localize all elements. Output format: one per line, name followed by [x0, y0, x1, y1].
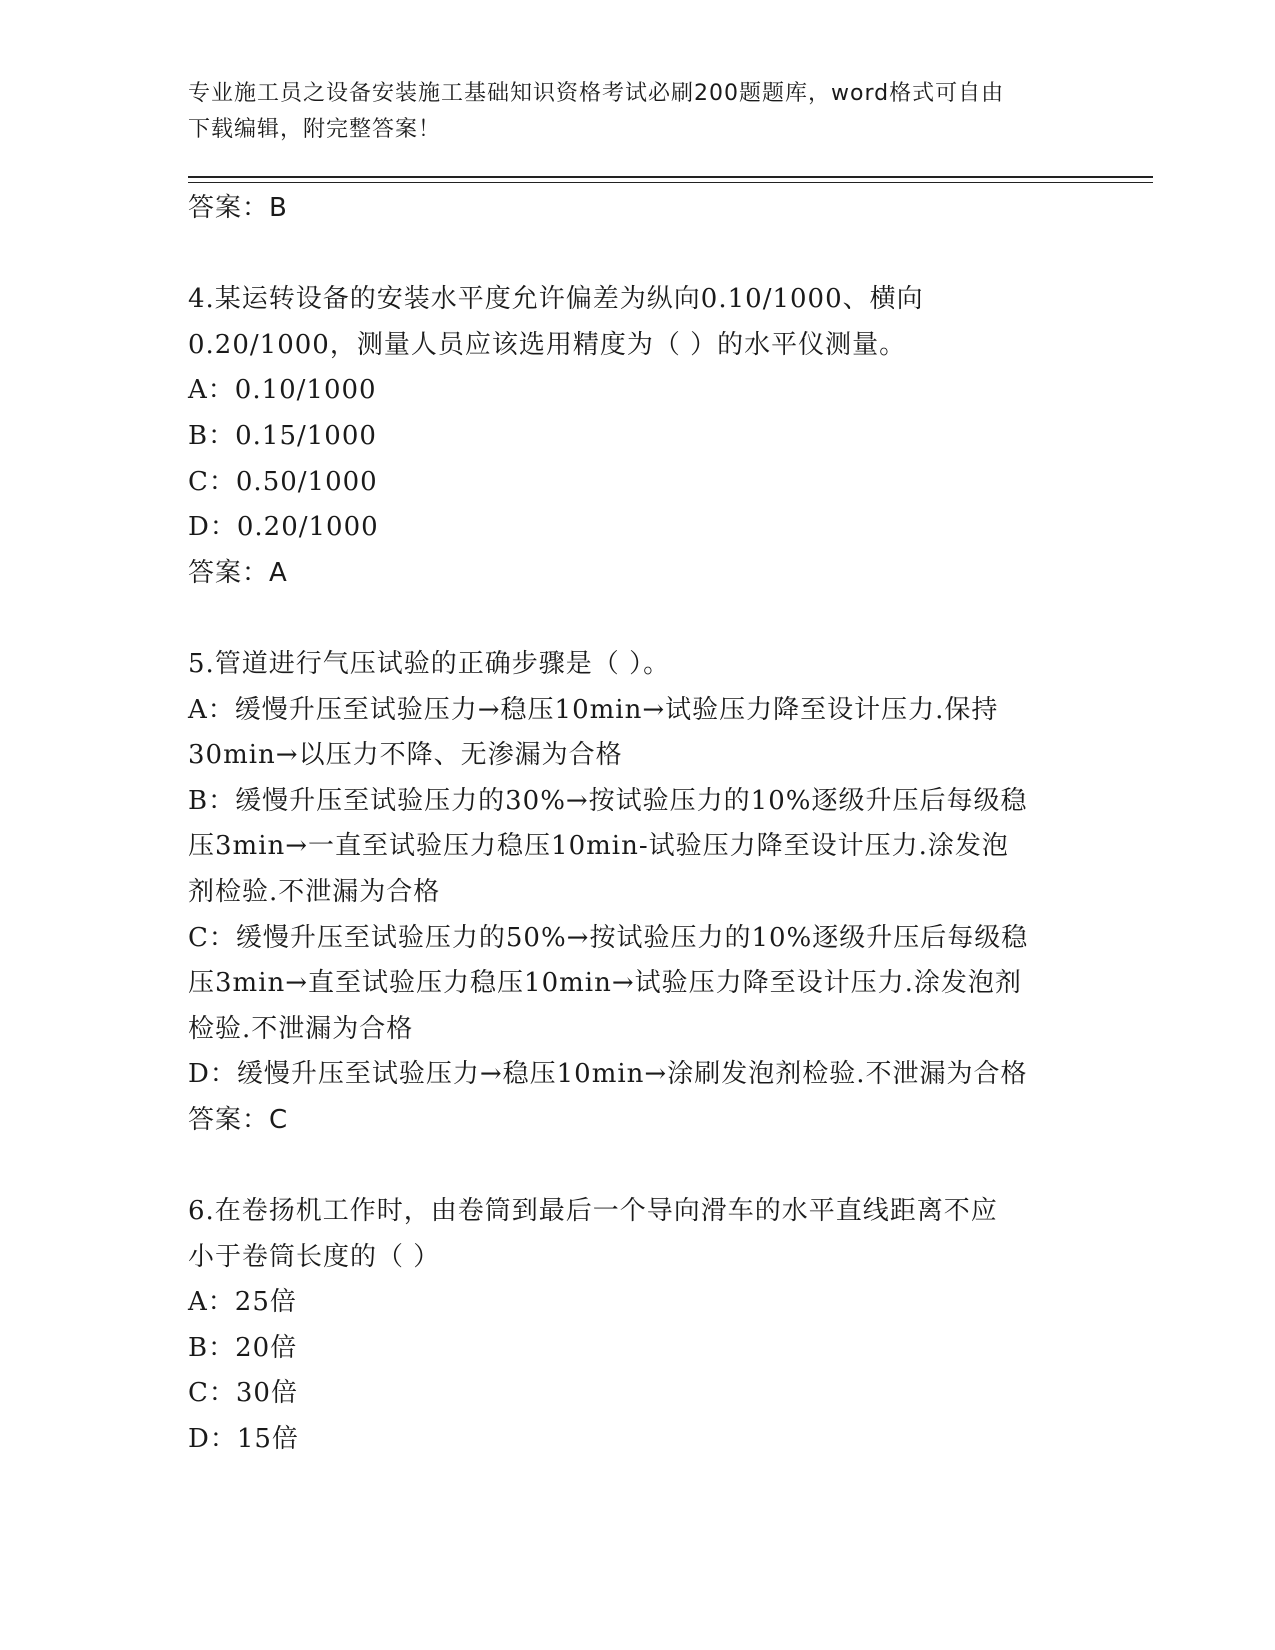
header-line-1: 专业施工员之设备安装施工基础知识资格考试必刷200题题库，word格式可自由 [188, 81, 1005, 106]
answer-q3: 答案：B [188, 193, 288, 223]
question-5 [188, 642, 1088, 1144]
question-5-option-c-line-3: 检验.不泄漏为合格 [188, 1013, 414, 1044]
header-rule-thick [188, 176, 1153, 178]
spacer [188, 232, 1088, 278]
question-4-option-d: D：0.20/1000 [188, 512, 379, 543]
question-5-option-b-line-2: 压3min→一直至试验压力稳压10min-试验压力降至设计压力.涂发泡 [188, 831, 1009, 862]
spacer [188, 596, 1088, 642]
question-5-option-b-line-1: B：缓慢升压至试验压力的30%→按试验压力的10%逐级升压后每级稳 [188, 785, 1028, 816]
question-5-option-b-line-3: 剂检验.不泄漏为合格 [188, 876, 441, 907]
question-6 [188, 1189, 1088, 1463]
question-6-stem-line-1: 6.在卷扬机工作时，由卷筒到最后一个导向滑车的水平直线距离不应 [188, 1196, 998, 1227]
answer-q4: 答案：A [188, 557, 288, 588]
question-5-option-d: D：缓慢升压至试验压力→稳压10min→涂刷发泡剂检验.不泄漏为合格 [188, 1059, 1028, 1090]
question-4-option-c: C：0.50/1000 [188, 466, 378, 497]
question-5-option-c-line-1: C：缓慢升压至试验压力的50%→按试验压力的10%逐级升压后每级稳 [188, 922, 1029, 953]
question-5-option-a-line-1: A：缓慢升压至试验压力→稳压10min→试验压力降至设计压力.保持 [188, 694, 999, 725]
question-4-stem-line-2: 0.20/1000，测量人员应该选用精度为（ ）的水平仪测量。 [188, 329, 907, 360]
question-4-stem-line-1: 4.某运转设备的安装水平度允许偏差为纵向0.10/1000、横向 [188, 284, 924, 315]
question-content [188, 186, 1088, 1463]
question-5-stem: 5.管道进行气压试验的正确步骤是（ ）。 [188, 648, 671, 679]
header-line-2: 下载编辑，附完整答案！ [188, 117, 442, 142]
question-4 [188, 277, 1088, 596]
document-header [188, 76, 1068, 148]
question-6-option-b: B：20倍 [188, 1332, 298, 1363]
question-5-option-c-line-2: 压3min→直至试验压力稳压10min→试验压力降至设计压力.涂发泡剂 [188, 968, 1022, 999]
question-5-option-a-line-2: 30min→以压力不降、无渗漏为合格 [188, 740, 623, 771]
spacer [188, 1143, 1088, 1189]
question-6-option-a: A：25倍 [188, 1287, 297, 1318]
question-4-option-a: A：0.10/1000 [188, 375, 377, 406]
question-6-option-d: D：15倍 [188, 1424, 299, 1455]
question-6-stem-line-2: 小于卷筒长度的（ ） [188, 1241, 441, 1272]
header-rule-thin [188, 182, 1153, 183]
question-6-option-c: C：30倍 [188, 1378, 298, 1409]
question-4-option-b: B：0.15/1000 [188, 420, 377, 451]
answer-q5: 答案：C [188, 1104, 289, 1135]
